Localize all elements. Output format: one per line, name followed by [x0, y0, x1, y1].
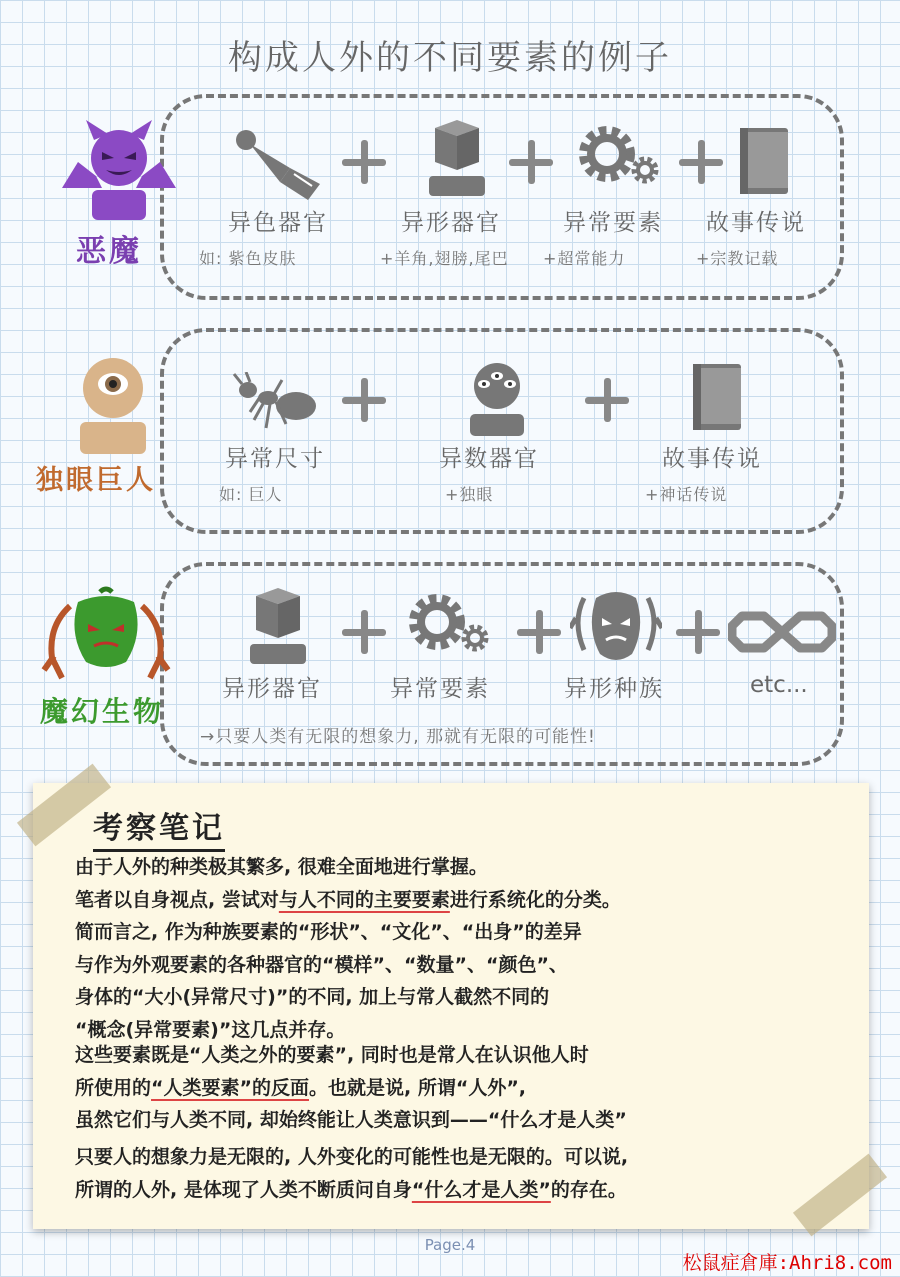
element-note: +宗教记载: [696, 249, 779, 268]
note-paper: [33, 783, 869, 1229]
page-title: 构成人外的不同要素的例子: [228, 38, 672, 78]
element-note: 如: 巨人: [219, 485, 283, 504]
element-note: +羊角,翅膀,尾巴: [380, 249, 509, 268]
note-paragraph-1: [75, 851, 855, 1046]
note-line: “概念(异常要素)”这几点并存。: [75, 1018, 346, 1041]
row-name-cyclops: 独眼巨人: [36, 465, 156, 496]
demon-character-icon: [56, 118, 182, 222]
gears-icon: [575, 122, 661, 188]
note-line: 笔者以自身视点, 尝试对与人不同的主要要素进行系统化的分类。: [75, 888, 621, 911]
note-line: 身体的“大小(异常尺寸)”的不同, 加上与常人截然不同的: [75, 986, 550, 1008]
element-label: 异常尺寸: [225, 446, 325, 472]
element-note: +独眼: [445, 485, 494, 504]
book-icon: [740, 128, 792, 194]
element-label: etc...: [750, 672, 808, 698]
element-label: 异色器官: [228, 210, 328, 236]
element-label: 异形种族: [564, 676, 664, 702]
element-note: 如: 紫色皮肤: [199, 249, 297, 268]
note-line: 与作为外观要素的各种器官的“模样”、“数量”、“颜色”、: [75, 953, 568, 976]
note-paragraph-2: [75, 1039, 855, 1137]
note-line: 这些要素既是“人类之外的要素”, 同时也是常人在认识他人时: [75, 1044, 589, 1066]
note-line: 所使用的“人类要素”的反面。也就是说, 所谓“人外”,: [75, 1076, 527, 1099]
row-name-fantasy: 魔幻生物: [40, 695, 165, 728]
book-icon: [693, 364, 745, 430]
plus-icon: [509, 140, 553, 184]
paint-tube-icon: [232, 124, 324, 200]
element-label: 故事传说: [662, 446, 762, 472]
plus-icon: [342, 610, 386, 654]
plus-icon: [585, 378, 629, 422]
plus-icon: [676, 610, 720, 654]
plus-icon: [679, 140, 723, 184]
monster-face-icon: [570, 588, 662, 668]
note-line: 只要人的想象力是无限的, 人外变化的可能性也是无限的。可以说,: [75, 1146, 629, 1168]
ant-icon: [232, 372, 318, 432]
watermark: 松鼠症倉庫:Ahri8.com: [682, 1252, 892, 1274]
note-line: 虽然它们与人类不同, 却始终能让人类意识到——“什么才是人类”: [75, 1109, 627, 1131]
three-eyed-figure-icon: [464, 362, 530, 436]
element-label: 异常要素: [563, 210, 663, 236]
element-label: 异常要素: [390, 676, 490, 702]
plus-icon: [342, 140, 386, 184]
element-label: 异数器官: [439, 446, 539, 472]
element-label: 异形器官: [222, 676, 322, 702]
note-line: 简而言之, 作为种族要素的“形状”、“文化”、“出身”的差异: [75, 921, 582, 943]
plus-icon: [517, 610, 561, 654]
row-name-demon: 恶魔: [76, 234, 142, 269]
note-line: 所谓的人外, 是体现了人类不断质问自身“什么才是人类”的存在。: [75, 1178, 627, 1201]
infinity-icon: [728, 604, 836, 660]
box-on-pedestal-icon: [246, 588, 310, 666]
element-note: +超常能力: [543, 249, 626, 268]
box-on-pedestal-icon: [425, 120, 489, 198]
note-paragraph-3: [75, 1141, 855, 1206]
highlighted-phrase: “什么才是人类”: [411, 1178, 551, 1201]
page-number: Page.4: [424, 1236, 476, 1254]
imagination-note: →只要人类有无限的想象力, 那就有无限的可能性!: [200, 727, 596, 747]
note-title: 考察笔记: [93, 803, 225, 852]
cyclops-character-icon: [70, 356, 156, 456]
element-label: 故事传说: [706, 210, 806, 236]
highlighted-phrase: “人类要素”的反面: [151, 1076, 309, 1099]
element-label: 异形器官: [401, 210, 501, 236]
note-line: 由于人外的种类极其繁多, 很难全面地进行掌握。: [75, 856, 488, 878]
gears-icon: [405, 590, 491, 656]
element-note: +神话传说: [645, 485, 728, 504]
highlighted-phrase: 与人不同的主要要素: [278, 888, 450, 911]
pepper-monster-icon: [40, 586, 172, 686]
plus-icon: [342, 378, 386, 422]
